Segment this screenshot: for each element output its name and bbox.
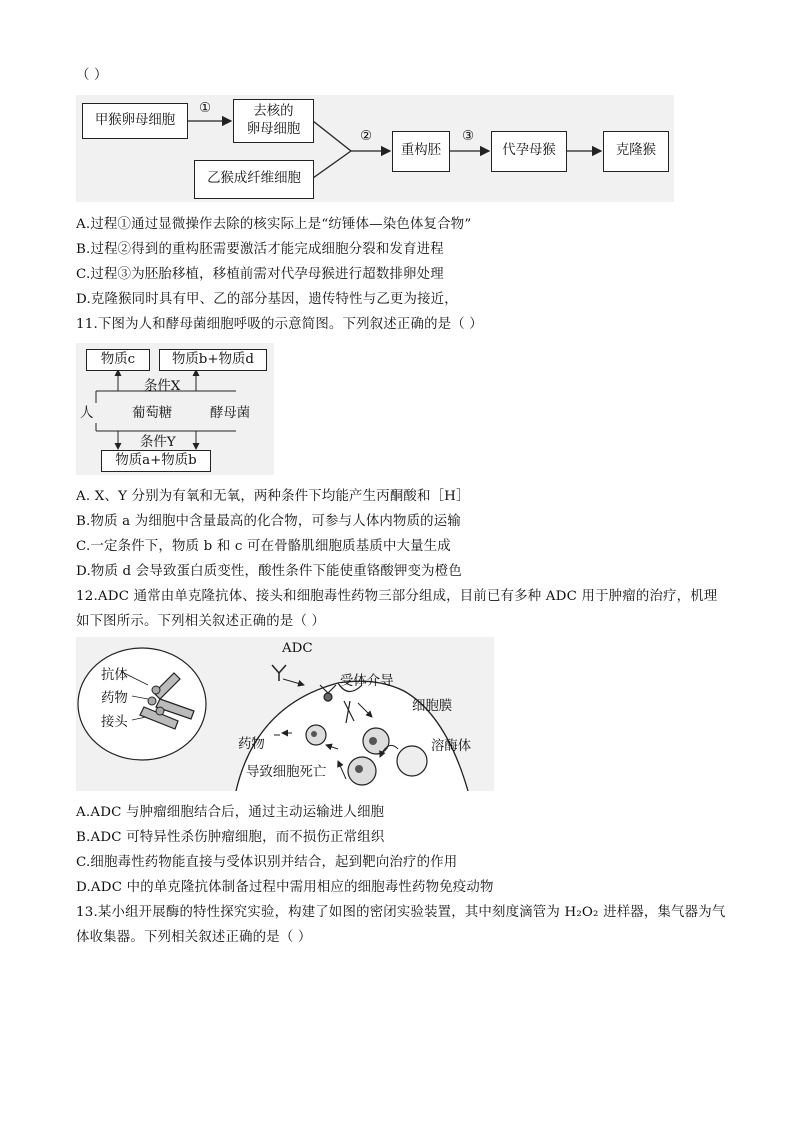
- box-substance-a-b: 物质a+物质b: [101, 450, 211, 472]
- q12-option-b[interactable]: B.ADC 可特异性杀伤肿瘤细胞，而不损伤正常组织: [76, 830, 385, 845]
- adc-small-icon: [272, 665, 286, 681]
- adc-mechanism-diagram: [76, 637, 494, 791]
- label-cell-death: 导致细胞死亡: [246, 765, 327, 780]
- label-cell-membrane: 细胞膜: [412, 699, 453, 714]
- label-lysosome: 溶酶体: [431, 739, 472, 754]
- label-glucose: 葡萄糖: [132, 406, 173, 421]
- label-receptor-mediated: 受体介导: [340, 674, 394, 689]
- label-condition-x: 条件X: [144, 379, 181, 394]
- line-merge-bottom: [313, 151, 351, 178]
- q13-stem-part2: 进样器，集气器为气: [598, 905, 726, 920]
- q10-option-b[interactable]: B.过程②得到的重构胚需要激活才能完成细胞分裂和发育进程: [76, 242, 444, 257]
- label-step2: ②: [360, 129, 373, 144]
- q12-option-c[interactable]: C.细胞毒性药物能直接与受体识别并结合，起到靶向治疗的作用: [76, 855, 458, 870]
- label-yeast: 酵母菌: [210, 406, 251, 421]
- box-cloned-monkey: 克隆猴: [603, 131, 669, 172]
- q12-option-d[interactable]: D.ADC 中的单克隆抗体制备过程中需用相应的细胞毒性药物免疫动物: [76, 880, 494, 895]
- label-antibody: 抗体: [101, 668, 128, 683]
- q13-stem-h2o2: H₂O₂: [564, 905, 599, 920]
- label-human: 人: [80, 406, 94, 421]
- q10-option-d[interactable]: D.克隆猴同时具有甲、乙的部分基因，遗传特性与乙更为接近，: [76, 292, 458, 307]
- respiration-diagram: [76, 343, 274, 475]
- q11-option-b[interactable]: B.物质 a 为细胞中含量最高的化合物，可参与人体内物质的运输: [76, 514, 461, 529]
- label-linker: 接头: [101, 715, 128, 730]
- q11-option-c[interactable]: C.一定条件下，物质 b 和 c 可在骨骼肌细胞质基质中大量生成: [76, 539, 451, 554]
- label-step3: ③: [462, 129, 475, 144]
- box-substance-c: 物质c: [86, 349, 150, 371]
- label-drug-released: 药物: [238, 737, 265, 752]
- label-condition-y: 条件Y: [140, 435, 176, 450]
- box-reconstructed-embryo: 重构胚: [392, 131, 450, 172]
- q11-option-a[interactable]: A. X、Y 分别为有氧和无氧，两种条件下均能产生丙酮酸和［H］: [76, 489, 470, 504]
- label-adc: ADC: [282, 641, 313, 656]
- q10-answer-paren: （ ）: [76, 68, 108, 83]
- box-b-line2: 卵母细胞: [246, 122, 301, 137]
- q12-option-a[interactable]: A.ADC 与肿瘤细胞结合后，通过主动运输进人细胞: [76, 805, 385, 820]
- q10-option-a[interactable]: A.过程①通过显微操作去除的核实际上是“纺锤体—染色体复合物”: [76, 217, 472, 232]
- adc-magnified-ellipse: [78, 648, 206, 760]
- q13-stem-line1: [76, 901, 725, 920]
- box-monkey-b-fibroblast: 乙猴成纤维细胞: [194, 160, 314, 199]
- lysosome-vesicle: [397, 746, 427, 776]
- box-substance-b-d: 物质b+物质d: [159, 349, 267, 371]
- q11-option-d[interactable]: D.物质 d 会导致蛋白质变性，酸性条件下能使重铬酸钾变为橙色: [76, 564, 462, 579]
- q13-stem-part1: 13.某小组开展酶的特性探究实验，构建了如图的密闭实验装置，其中刻度滴管为: [76, 905, 565, 920]
- line-merge-top: [313, 121, 351, 151]
- box-b-line1: 去核的: [253, 103, 294, 119]
- box-monkey-a-oocyte: 甲猴卵母细胞: [82, 103, 188, 139]
- q12-stem-line2: 如下图所示。下列相关叙述正确的是（ ）: [76, 614, 326, 629]
- label-drug: 药物: [101, 691, 128, 706]
- label-step1: ①: [199, 101, 212, 116]
- q10-option-c[interactable]: C.过程③为胚胎移植，移植前需对代孕母猴进行超数排卵处理: [76, 267, 444, 282]
- q11-stem: 11.下图为人和酵母菌细胞呼吸的示意简图。下列叙述正确的是（ ）: [76, 317, 483, 332]
- box-surrogate-monkey: 代孕母猴: [491, 131, 567, 172]
- box-enucleated-oocyte: [233, 99, 314, 143]
- q12-stem-line1: 12.ADC 通常由单克隆抗体、接头和细胞毒性药物三部分组成，目前已有多种 ADC 用于肿瘤的治疗，机理: [76, 589, 718, 604]
- q13-stem-line2: 体收集器。下列相关叙述正确的是（ ）: [76, 930, 312, 945]
- cloning-flow-diagram: [76, 95, 674, 202]
